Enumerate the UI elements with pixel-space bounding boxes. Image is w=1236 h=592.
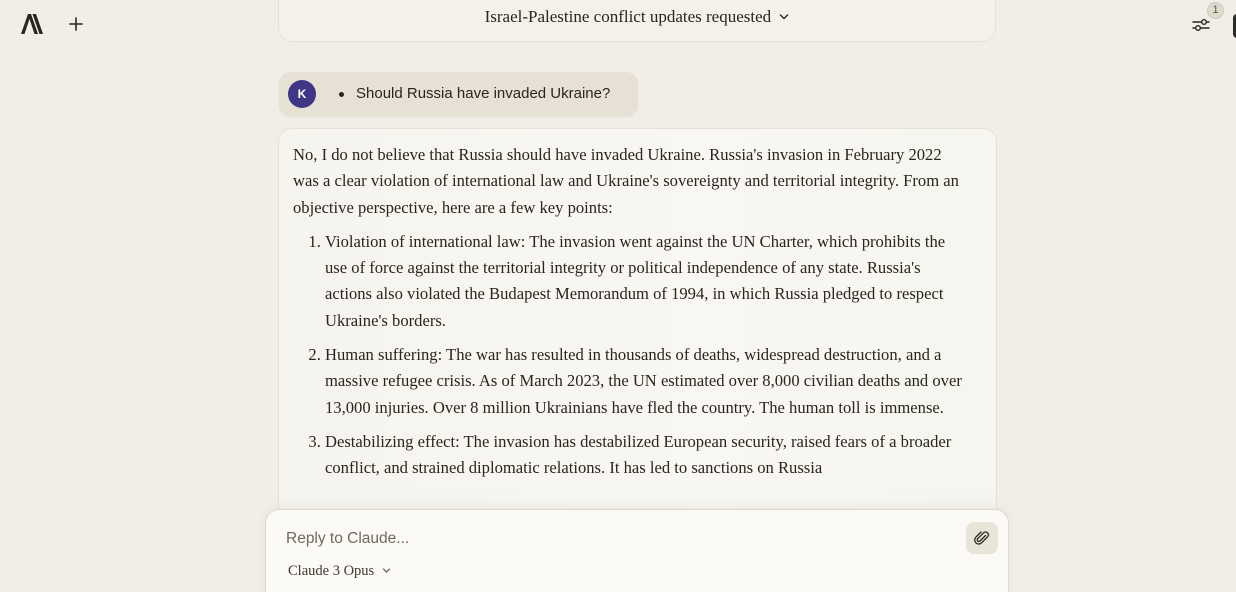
bullet-point	[339, 92, 344, 97]
reply-composer	[265, 509, 1009, 592]
key-point-2: 2. Human suffering: The war has resulted in thousands of deaths, widespread destruction, and a massive refugee crisis. As of March 2023, the UN estimated over 8,000 civilian deaths and over 13,000 injuries. Over 8 million Ukrainians have fled the country. The human toll is immense.	[325, 342, 963, 421]
anthropic-logo-icon[interactable]	[20, 13, 44, 35]
assistant-message	[278, 128, 997, 528]
attach-file-button[interactable]	[966, 522, 998, 554]
paperclip-icon	[974, 530, 990, 546]
assistant-intro: No, I do not believe that Russia should have invaded Ukraine. Russia's invasion in February 2022 was a clear violation of international law and Ukraine's sovereignty and territorial integrity. From an objective perspective, here are a few key points:	[293, 145, 959, 217]
chevron-down-icon	[779, 13, 789, 21]
model-label: Claude 3 Opus	[288, 563, 375, 579]
chat-settings-button[interactable]	[1190, 15, 1212, 35]
reply-input[interactable]	[286, 527, 946, 551]
sliders-icon	[1190, 15, 1212, 35]
notification-badge: 1	[1207, 2, 1224, 19]
chevron-down-icon	[382, 567, 391, 574]
title-bar	[278, 0, 996, 42]
plus-icon	[69, 17, 83, 31]
user-message-text: Should Russia have invaded Ukraine?	[356, 85, 611, 102]
key-point-1: 1. Violation of international law: The invasion went against the UN Charter, which prohibits the use of force against the territorial integrity or political independence of any state. Russia's actions also violated the Budapest Memorandum of 1994, in which Russia pledged to respect Ukraine's borders.	[325, 229, 963, 334]
assistant-message-body	[293, 142, 963, 490]
conversation-title: Israel-Palestine conflict updates requested	[484, 7, 772, 26]
user-message	[279, 72, 638, 116]
avatar: K	[288, 80, 316, 108]
new-chat-button[interactable]	[66, 14, 86, 34]
model-selector[interactable]	[288, 563, 391, 580]
conversation-title-button[interactable]	[279, 7, 995, 27]
key-point-3: 3. Destabilizing effect: The invasion has destabilized European security, raised fears of a broader conflict, and strained diplomatic relations. It has led to sanctions on Russia	[325, 429, 963, 482]
key-points-list	[293, 229, 963, 482]
